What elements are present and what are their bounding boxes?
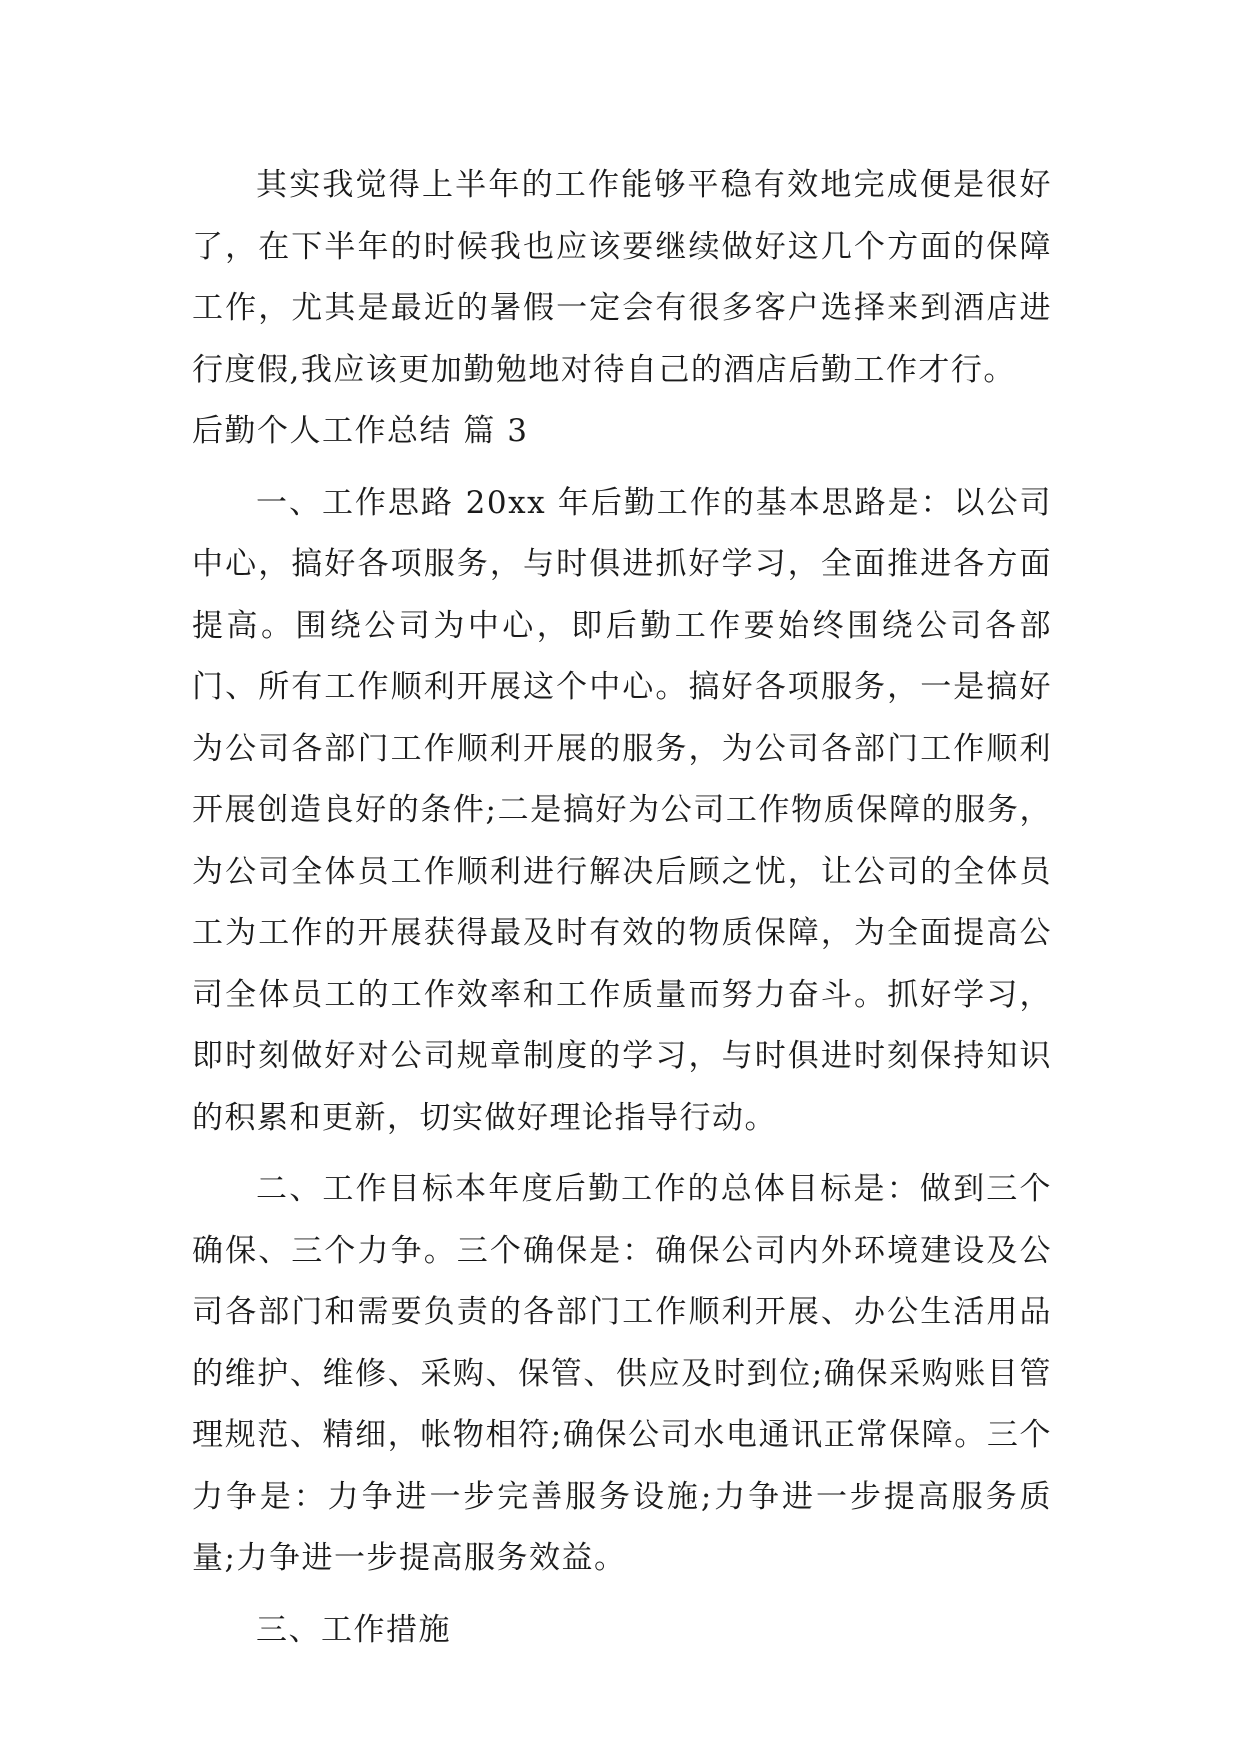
spacer bbox=[192, 1590, 1052, 1600]
paragraph-intro: 其实我觉得上半年的工作能够平稳有效地完成便是很好了，在下半年的时候我也应该要继续做好这几个方面的保障工作，尤其是最近的暑假一定会有很多客户选择来到酒店进行度假,我应该更加勤勉地对待自己的酒店后勤工作才行。 bbox=[192, 167, 1052, 388]
paragraph-work-goals: 二、工作目标本年度后勤工作的总体目标是：做到三个确保、三个力争。三个确保是：确保公司内外环境建设及公司各部门和需要负责的各部门工作顺利开展、办公生活用品的维护、维修、采购、保管、供应及时到位;确保采购账目管理规范、精细，帐物相符;确保公司水电通讯正常保障。三个力争是：力争进一步完善服务设施;力争进一步提高服务质量;力争进一步提高服务效益。 bbox=[192, 1171, 1052, 1576]
section-title: 后勤个人工作总结 篇 3 bbox=[192, 413, 529, 449]
spacer bbox=[192, 1149, 1052, 1159]
spacer bbox=[192, 463, 1052, 473]
document-page bbox=[192, 155, 1052, 1661]
paragraph-work-measures: 三、工作措施 bbox=[256, 1611, 451, 1648]
paragraph-work-approach: 一、工作思路 20xx 年后勤工作的基本思路是：以公司中心，搞好各项服务，与时俱进抓好学习，全面推进各方面提高。围绕公司为中心，即后勤工作要始终围绕公司各部门、所有工作顺利开展这个中心。搞好各项服务，一是搞好为公司各部门工作顺利开展的服务，为公司各部门工作顺利开展创造良好的条件;二是搞好为公司工作物质保障的服务，为公司全体员工作顺利进行解决后顾之忧，让公司的全体员工为工作的开展获得最及时有效的物质保障，为全面提高公司全体员工的工作效率和工作质量而努力奋斗。抓好学习，即时刻做好对公司规章制度的学习，与时俱进时刻保持知识的积累和更新，切实做好理论指导行动。 bbox=[192, 484, 1052, 1136]
